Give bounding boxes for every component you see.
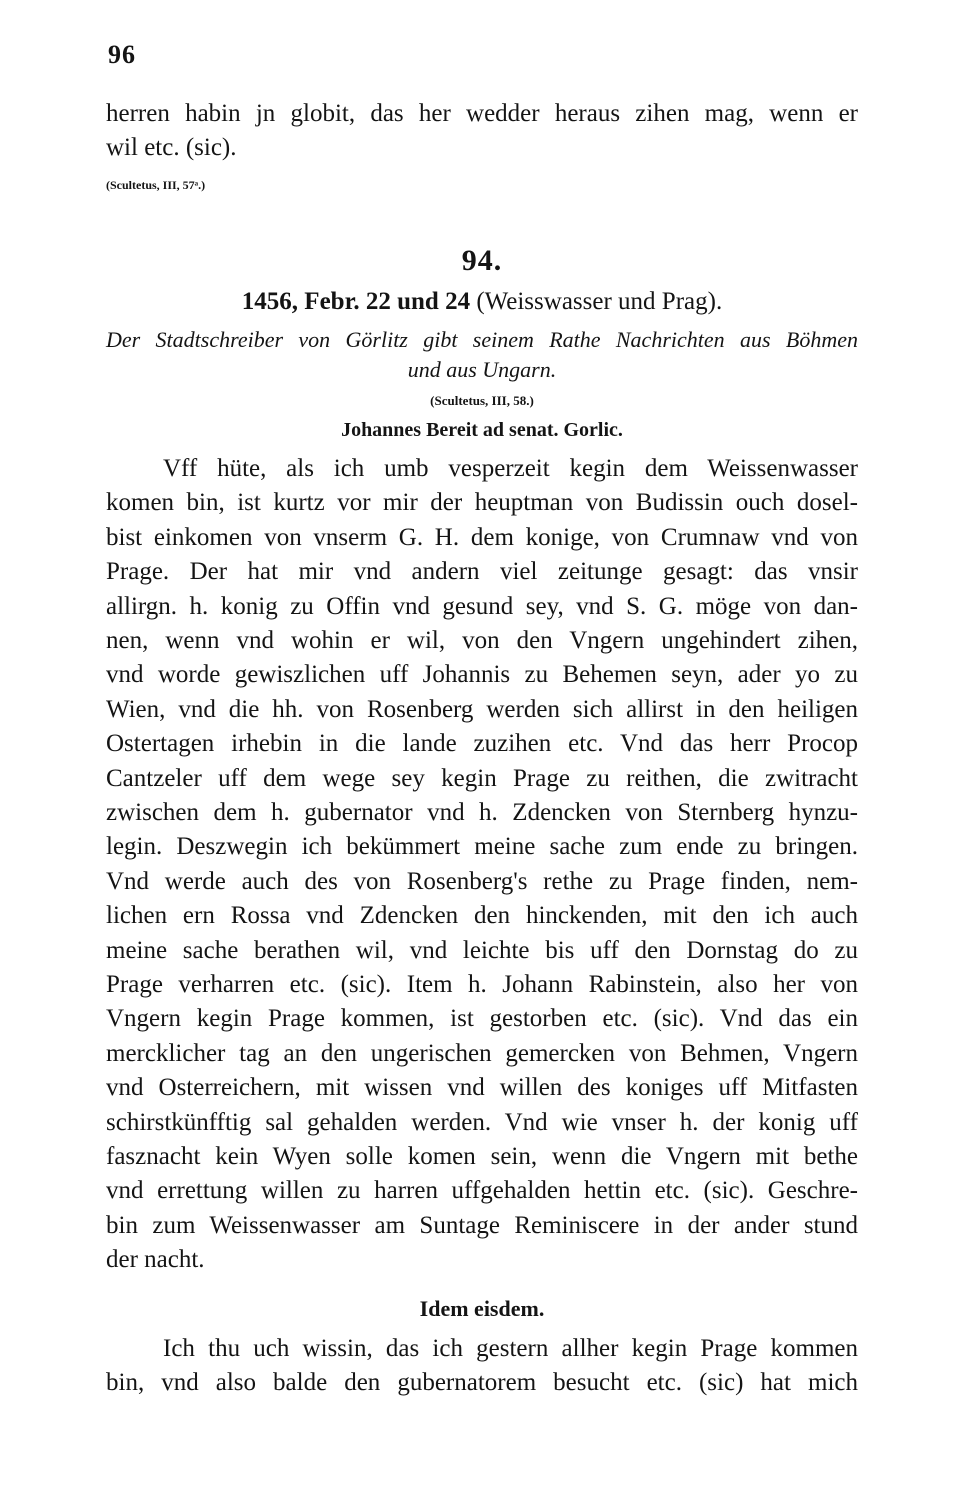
page-number: 96 [108,40,136,69]
letter-line: Vnd werde auch des von Rosenberg's rethe zu Prage finden, nem- [106,868,858,895]
letter-line: mercklicher tag an den ungerischen gemercken von Behmen, Vngern [106,1040,858,1067]
letter-line: Ich thu uch wissin, das ich gestern allher kegin Prage kommen [163,1335,858,1362]
heading-place: (Weisswasser und Prag). [470,288,723,315]
letter-line: der nacht. [106,1246,205,1273]
carryover-line: wil etc. (sic). [106,134,237,161]
letter-line: bin zum Weissenwasser am Suntage Reminiscere in der ander stund [106,1212,858,1239]
letter-line: Vngern kegin Prage kommen, ist gestorben etc. (sic). Vnd das ein [106,1005,858,1032]
letter-line: bin, vnd also balde den gubernatorem besucht etc. (sic) hat mich [106,1369,858,1396]
heading-date: 1456, Febr. 22 und 24 [241,288,471,315]
letter-line: Prage verharren etc. (sic). Item h. Johann Rabinstein, also her von [106,971,858,998]
document-heading [106,288,858,316]
letter-line: Vff hüte, als ich umb vesperzeit kegin dem Weissenwasser [163,455,858,482]
source-citation: (Scultetus, III, 58.) [430,393,534,408]
letter-line: nen, wenn vnd wohin er wil, von den Vngern ungehindert zihen, [106,627,858,654]
letter-line: Ostertagen irhebin in die lande zuzihen etc. Vnd das herr Procop [106,730,858,757]
letter-line: Wien, vnd die hh. von Rosenberg werden sich allirst in den heiligen [106,696,858,723]
letter-line: Prage. Der hat mir vnd andern viel zeitunge gesagt: das vnsir [106,558,858,585]
letter-line: Cantzeler uff dem wege sey kegin Prage zu reithen, die zwitracht [106,765,858,792]
letter-line: vnd worde gewiszlichen uff Johannis zu Behemen seyn, ader yo zu [106,661,858,688]
letter-line: legin. Deszwegin ich bekümmert meine sache zum ende zu bringen. [106,833,858,860]
letter-line: bist einkomen von vnserm G. H. dem konige, von Crumnaw vnd von [106,524,858,551]
letter-line: schirstkünfftig sal gehalden werden. Vnd wie vnser h. der konig uff [106,1109,858,1136]
letter-line: vnd errettung willen zu harren uffgehalden hettin etc. (sic). Geschre- [106,1177,858,1204]
carryover-line: herren habin jn globit, das her wedder heraus zihen mag, wenn er [106,100,858,127]
letter-line: vnd Osterreichern, mit wissen vnd willen des koniges uff Mitfasten [106,1074,858,1101]
addressee-line: Johannes Bereit ad senat. Gorlic. [341,419,623,441]
summary-line: und aus Ungarn. [407,357,557,382]
source-citation: (Scultetus, III, 57ᵃ.) [106,178,206,192]
letter-line: zwischen dem h. gubernator vnd h. Zdencken von Sternberg hynzu- [106,799,858,826]
letter-line: lichen ern Rossa vnd Zdencken den hinckenden, mit den ich auch [106,902,858,929]
summary-line: Der Stadtschreiber von Görlitz gibt seinem Rathe Nachrichten aus Böhmen [106,327,858,352]
letter-line: komen bin, ist kurtz vor mir der heuptman von Budissin ouch dosel- [106,489,858,516]
letter-line: meine sache berathen wil, vnd leichte bis uff den Dornstag do zu [106,937,858,964]
letter-heading: Idem eisdem. [419,1296,545,1321]
letter-line: allirgn. h. konig zu Offin vnd gesund sey, vnd S. G. möge von dan- [106,593,858,620]
document-number: 94. [461,244,503,277]
letter-line: fasznacht kein Wyen solle komen sein, wenn die Vngern mit bethe [106,1143,858,1170]
